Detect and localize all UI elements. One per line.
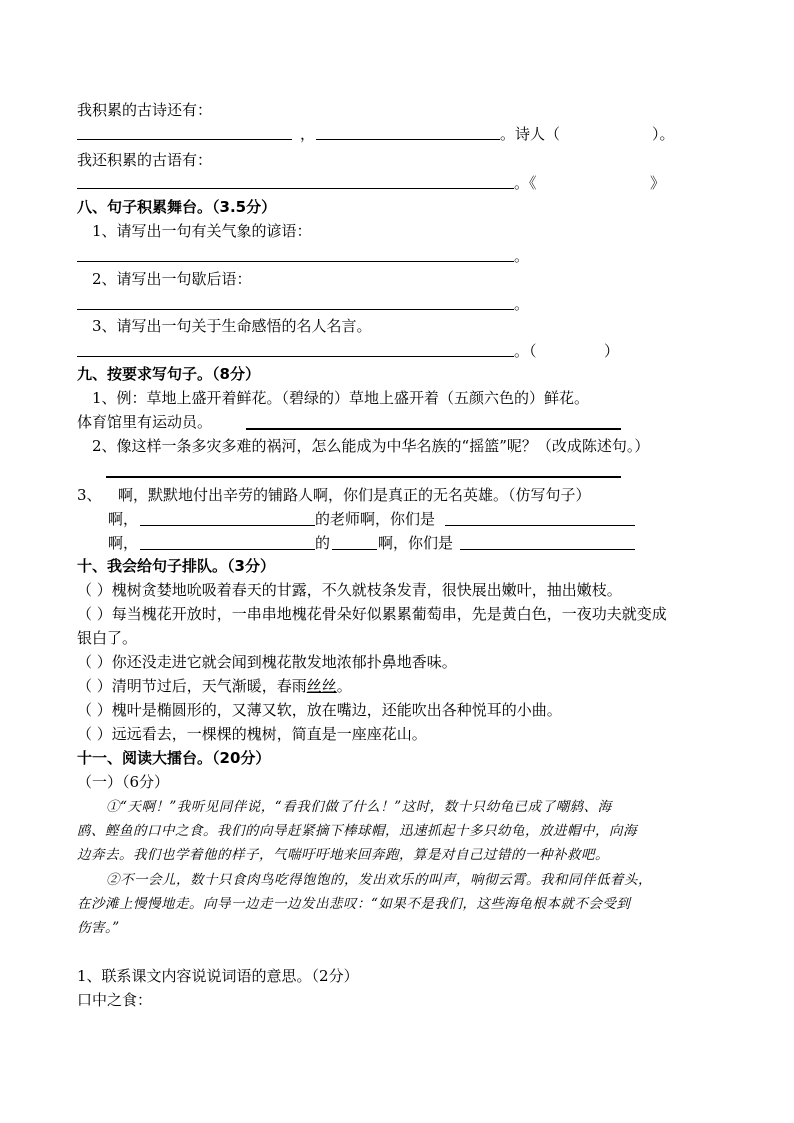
poet-close: ）。: [652, 125, 675, 143]
q3-a-middle: 的老师啊，你们是: [315, 510, 436, 528]
answer-line[interactable]: [77, 188, 514, 189]
q3-b-middle: 啊，你们是: [378, 534, 454, 552]
answer-line[interactable]: [77, 309, 514, 310]
passage-line: ①“天啊！”我听见同伴说，“看我们做了什么！”这时，数十只幼龟已成了嘲鸫、海: [106, 799, 612, 815]
answer-line[interactable]: [246, 428, 621, 430]
comma: ，: [300, 125, 316, 143]
section-9-title: 九、按要求写句子。（8分）: [77, 365, 260, 383]
paren-open: 。（: [514, 342, 537, 360]
answer-line[interactable]: [77, 261, 514, 262]
sec8-q3: 3、请写出一句关于生命感悟的名人名言。: [92, 317, 372, 335]
sec11-q1-word: 口中之食：: [77, 991, 153, 1009]
ancient-poem-label: 我积累的古诗还有：: [77, 101, 213, 119]
answer-line[interactable]: [332, 549, 377, 550]
sec9-q2: 2、像这样一条多灾多难的祸河，怎么能成为中华名族的“摇篮”呢？（改成陈述句。）: [92, 437, 650, 455]
poet-label: 。诗人（: [500, 125, 561, 143]
answer-line[interactable]: [106, 476, 621, 478]
passage-line: 在沙滩上慢慢地走。向导一边走一边发出悲叹：“如果不是我们，这些海龟根本就不会受到: [77, 896, 631, 912]
period: 。: [514, 247, 530, 265]
order-item: （ ）槐树贪婪地吮吸着春天的甘露，不久就枝条发青，很快展出嫩叶，抽出嫩枝。: [77, 581, 622, 599]
book-close: 》: [650, 174, 666, 192]
passage-line: ②不一会儿，数十只食肉鸟吃得饱饱的，发出欢乐的叫声，响彻云霄。我和同伴低着头，: [106, 872, 652, 888]
passage-line: 伤害。”: [77, 920, 120, 936]
order-item: （ ）清明节过后，天气渐暖，春雨丝丝。: [77, 677, 352, 695]
section-8-title: 八、句子积累舞台。（3.5分）: [77, 198, 277, 216]
answer-line[interactable]: [140, 549, 315, 550]
period: 。: [514, 295, 530, 313]
section-11-title: 十一、阅读大擂台。（20分）: [77, 749, 271, 767]
answer-line[interactable]: [77, 356, 514, 357]
sec8-q1: 1、请写出一句有关气象的谚语：: [92, 222, 312, 240]
answer-line[interactable]: [316, 139, 500, 140]
order-item: （ ）你还没走进它就会闻到槐花散发地浓郁扑鼻地香味。: [77, 653, 457, 671]
order-item: （ ）槐叶是椭圆形的，又薄又软，放在嘴边，还能吹出各种悦耳的小曲。: [77, 701, 562, 719]
answer-line[interactable]: [445, 525, 635, 526]
sec9-q1-task: 体育馆里有运动员。: [77, 413, 213, 431]
sec9-q3-num: 3、: [77, 486, 102, 504]
order-item: （ ）每当槐花开放时，一串串地槐花骨朵好似累累葡萄串，先是黄白色，一夜功夫就变成: [77, 605, 667, 623]
q3-a-prefix: 啊，: [108, 510, 139, 528]
passage-line: 边奔去。我们也学着他的样子，气喘吁吁地来回奔跑，算是对自己过错的一种补救吧。: [77, 847, 609, 863]
answer-line[interactable]: [77, 139, 292, 140]
answer-line[interactable]: [140, 525, 315, 526]
part-1-label: （一）（6分）: [77, 773, 170, 791]
sec9-q1: 1、例：草地上盛开着鲜花。（碧绿的）草地上盛开着（五颜六色的）鲜花。: [92, 389, 590, 407]
sec8-q2: 2、请写出一句歇后语：: [92, 270, 252, 288]
passage-line: 鸥、鲣鱼的口中之食。我们的向导赶紧摘下棒球帽，迅速抓起十多只幼龟，放进帽中，向海: [77, 823, 637, 839]
sec9-q3: 啊，默默地付出辛劳的铺路人啊，你们是真正的无名英雄。（仿写句子）: [118, 486, 591, 504]
order-item-cont: 银白了。: [77, 629, 138, 647]
section-10-title: 十、我会给句子排队。（3分）: [77, 557, 275, 575]
ancient-saying-label: 我还积累的古语有：: [77, 151, 213, 169]
underlined-word: 丝丝: [306, 677, 337, 695]
q3-b-de: 的: [315, 534, 331, 552]
book-open: 。《: [514, 174, 537, 192]
order-item: （ ）远远看去，一棵棵的槐树，简直是一座座花山。: [77, 725, 427, 743]
sec11-q1: 1、联系课文内容说说词语的意思。（2分）: [77, 967, 359, 985]
answer-line[interactable]: [460, 549, 635, 550]
q3-b-prefix: 啊，: [108, 534, 139, 552]
paren-close: ）: [604, 342, 620, 360]
